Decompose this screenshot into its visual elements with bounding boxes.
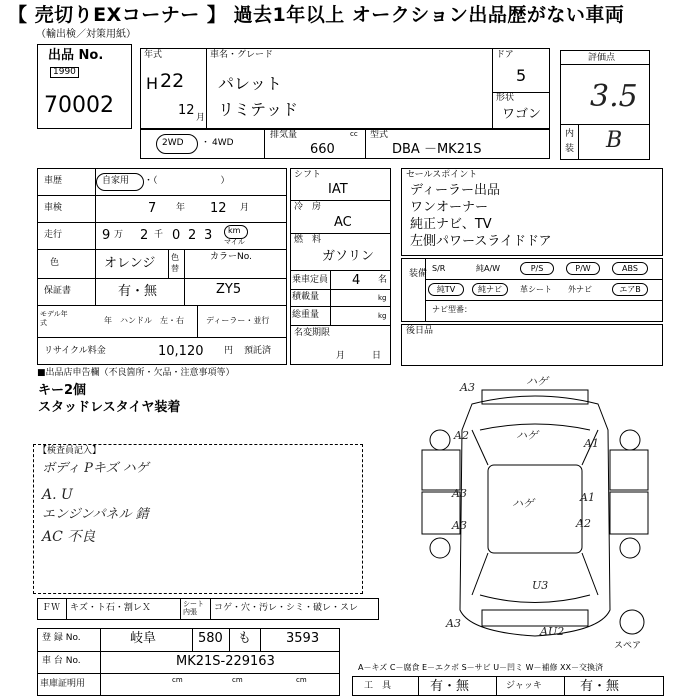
chassis-value: MK21S-229163 <box>176 654 275 669</box>
name-change-month: 月 <box>336 351 346 361</box>
cert-label: 車庫証明用 <box>40 679 86 689</box>
color-change-label: 色替 <box>171 253 179 273</box>
fuel-value: ガソリン <box>322 249 375 264</box>
mark-13: AU2 <box>540 625 565 638</box>
car-grade: リミテッド <box>218 100 299 119</box>
color-value: オレンジ <box>104 256 156 271</box>
fw-label: ＦＷ <box>42 603 61 613</box>
history-rest: ・（ ） <box>144 176 230 186</box>
mileage-label: 走行 <box>44 230 63 240</box>
left-spec-box <box>37 168 287 365</box>
inspector-line-3: エンジンパネル 錆 <box>42 507 149 522</box>
model-label: 型式 <box>370 130 389 140</box>
seller-note-1: キー2個 <box>38 383 87 398</box>
mark-12: A3 <box>446 617 461 630</box>
equip-pw: P/W <box>566 262 600 275</box>
mark-7: ハゲ <box>512 497 534 510</box>
year-label: 年式 <box>144 50 163 60</box>
ac-label: 冷 房 <box>294 202 322 212</box>
front-bumper <box>482 390 588 404</box>
spare-label: スペア <box>614 641 642 651</box>
registration-kana: も <box>238 631 252 646</box>
recycle-note: 預託済 <box>244 346 272 356</box>
shape-value: ワゴン <box>502 107 542 122</box>
inspector-label: 【検査員記入】 <box>38 446 102 456</box>
car-name: パレット <box>218 74 282 93</box>
recycle-value: 10,120 <box>158 344 204 359</box>
equip-abs: ABS <box>612 262 648 275</box>
drive-sep: ・ <box>201 138 211 148</box>
model-value: DBA －MK21S <box>392 142 482 157</box>
doors-label: ドア <box>496 50 514 60</box>
gross-unit: kg <box>378 312 387 320</box>
equip-navi: 純ナビ <box>472 283 508 296</box>
warranty-value: 有・無 <box>118 284 158 299</box>
sales-point-1: ディーラー出品 <box>410 183 500 198</box>
mark-5: A1 <box>584 437 599 450</box>
color-label: 色 <box>50 258 60 268</box>
mark-6: A3 <box>452 487 467 500</box>
cert-cm-1: cm <box>172 676 183 684</box>
equip-sr: S/R <box>432 264 446 273</box>
jack-value: 有・無 <box>580 679 620 694</box>
sales-point-2: ワンオーナー <box>410 200 489 215</box>
year-month-unit: 月 <box>196 113 206 123</box>
spare-tire <box>620 610 644 634</box>
color-no-label: カラーNo. <box>210 252 252 262</box>
tools-value: 有・無 <box>430 679 470 694</box>
mileage-unit-km: km <box>228 226 241 235</box>
lot-box <box>37 44 132 129</box>
car-label: 車名・グレード <box>210 50 274 60</box>
mark-9: A3 <box>452 519 467 532</box>
displacement-unit: cc <box>350 130 358 138</box>
right-rear-panel <box>610 492 648 534</box>
equip-ext-navi: 外ナビ <box>568 285 592 294</box>
mileage-d3: 0 <box>172 228 181 243</box>
doors-value: 5 <box>516 66 527 85</box>
mileage-d5: 3 <box>204 228 213 243</box>
mark-4: ハゲ <box>516 429 538 442</box>
fw-seat-text: コゲ・穴・汚レ・シミ・破レ・スレ <box>214 603 359 613</box>
gross-label: 総重量 <box>292 310 320 320</box>
chassis-label: 車 台 No. <box>42 656 81 666</box>
wheel-front-right <box>620 430 640 450</box>
interior-value: B <box>606 128 623 153</box>
inspection-month: 12 <box>210 201 227 216</box>
mark-1: A3 <box>460 381 475 394</box>
load-label: 積載量 <box>292 292 320 302</box>
mileage-d1: 9 <box>102 228 111 243</box>
lot-sub: 1990 <box>50 67 79 78</box>
shift-value: IAT <box>328 182 348 197</box>
model-year-year: 年 <box>104 316 112 325</box>
rear-bumper <box>482 610 588 626</box>
top-note: （輸出検／対策用紙） <box>36 29 136 40</box>
sales-point-3: 純正ナビ、TV <box>410 217 492 232</box>
history-value: 自家用 <box>102 176 130 186</box>
capacity-value: 4 <box>352 273 361 288</box>
registration-pref: 岐阜 <box>130 631 157 646</box>
model-year-handle: ハンドル 左・右 <box>120 316 184 325</box>
wheel-rear-left <box>430 538 450 558</box>
inspection-label: 車検 <box>44 203 63 213</box>
load-unit: kg <box>378 294 387 302</box>
year-month: 12 <box>178 103 195 118</box>
mark-8: A1 <box>580 491 595 504</box>
drive-2wd: 2WD <box>162 138 184 148</box>
year-era: H <box>146 74 159 93</box>
equip-tv: 純TV <box>428 283 464 296</box>
right-front-panel <box>610 450 648 490</box>
inspection-year-unit: 年 <box>176 203 186 213</box>
legend: A－キズ C－腐食 E－エクボ S－サビ U－凹ミ W－補修 XX－交換済 <box>358 663 604 672</box>
inspector-line-4: AC 不良 <box>42 529 96 545</box>
mileage-d2: 2 <box>140 228 149 243</box>
drive-4wd: 4WD <box>212 138 234 148</box>
displacement-label: 排気量 <box>270 130 298 140</box>
inspector-line-1: ボディ Pキズ ハゲ <box>42 461 149 476</box>
wheel-front-left <box>430 430 450 450</box>
header-title: 【 売切りEXコーナー 】 過去1年以上 オークション出品歴がない車両 <box>8 4 625 26</box>
sales-point-4: 左側パワースライドドア <box>410 234 552 249</box>
inspection-year: 7 <box>148 201 157 216</box>
equip-aw: 純A/W <box>476 264 501 273</box>
fuel-label: 燃 料 <box>294 235 322 245</box>
tools-label: 工 具 <box>364 681 392 691</box>
left-front-panel <box>422 450 460 490</box>
model-year-dealer: ディーラー・並行 <box>206 316 270 325</box>
lot-number: 70002 <box>44 93 114 118</box>
mark-10: A2 <box>576 517 591 530</box>
interior-label-2: 装 <box>565 144 575 154</box>
interior-label-1: 内 <box>565 129 575 139</box>
cert-cm-3: cm <box>296 676 307 684</box>
seller-notes-label: ■出品店申告欄（不良箇所・欠品・注意事項等） <box>37 368 235 378</box>
equip-leather: 革シート <box>520 285 552 294</box>
color-no-value: ZY5 <box>216 282 242 297</box>
year-value: 22 <box>160 70 185 92</box>
car-diagram <box>400 370 670 660</box>
mileage-u2: 千 <box>154 230 164 240</box>
shape-label: 形状 <box>496 93 515 103</box>
fw-text: キズ・ト石・割レＸ <box>70 603 151 613</box>
name-change-day: 日 <box>372 351 382 361</box>
equipment-label-1: 装備 <box>409 269 428 279</box>
recycle-unit: 円 <box>224 346 234 356</box>
mileage-u1: 万 <box>114 230 124 240</box>
mark-3: A2 <box>454 429 469 442</box>
capacity-label: 乗車定員 <box>292 275 329 285</box>
score-value: 3.5 <box>590 79 638 114</box>
capacity-unit: 名 <box>378 275 388 285</box>
wheel-rear-right <box>620 538 640 558</box>
recycle-label: リサイクル料金 <box>44 346 106 356</box>
warranty-label: 保証書 <box>44 286 72 296</box>
mark-11: U3 <box>532 579 549 592</box>
mileage-d4: 2 <box>188 228 197 243</box>
history-label: 車歴 <box>44 176 63 186</box>
car-roof <box>488 465 582 553</box>
lot-label: 出品 No. <box>48 48 104 63</box>
registration-class: 580 <box>198 631 223 646</box>
cert-cm-2: cm <box>232 676 243 684</box>
fw-seat-label: シート 内張 <box>183 600 204 616</box>
registration-number: 3593 <box>286 631 320 646</box>
inspector-line-2: A. U <box>42 487 73 503</box>
equip-navi-model: ナビ型番： <box>432 305 472 314</box>
equip-airbag: エアB <box>612 283 648 296</box>
seller-note-2: スタッドレスタイヤ装着 <box>38 400 181 415</box>
shift-label: シフト <box>294 170 322 180</box>
jack-label: ジャッキ <box>506 681 542 691</box>
model-year-label: モデル年式 <box>40 310 68 327</box>
notes-label: 後日品 <box>406 326 434 336</box>
ac-value: AC <box>334 215 352 230</box>
name-change-label: 名変期限 <box>294 328 331 338</box>
score-label: 評価点 <box>588 53 616 63</box>
inspection-month-unit: 月 <box>240 203 250 213</box>
registration-label: 登 録 No. <box>42 633 81 643</box>
equip-ps: P/S <box>520 262 554 275</box>
sales-point-label: セールスポイント <box>406 170 478 180</box>
displacement-value: 660 <box>310 142 335 157</box>
mileage-unit-mile: マイル <box>224 238 245 246</box>
mark-2: ハゲ <box>526 375 548 388</box>
notes-box <box>401 324 663 366</box>
